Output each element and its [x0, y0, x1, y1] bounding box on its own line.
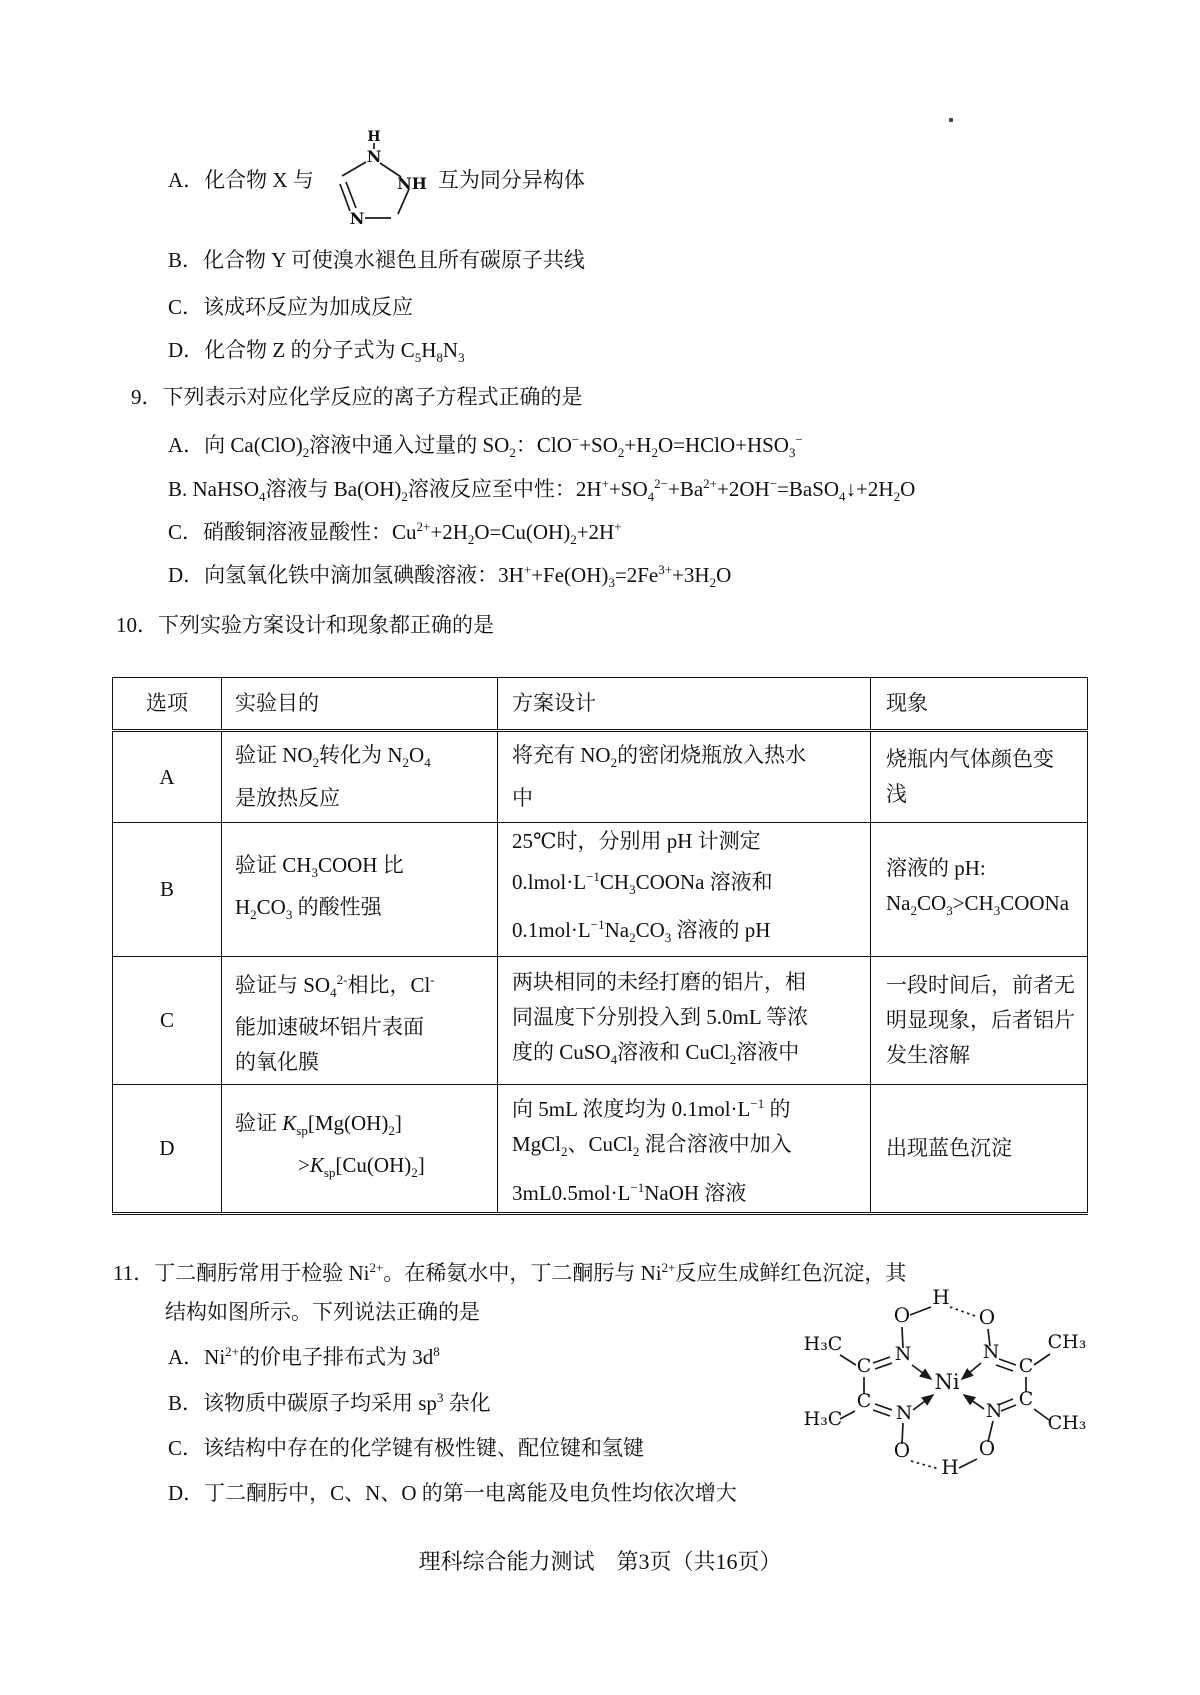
- row-a-phenomenon: 烧瓶内气体颜色变 浅: [871, 731, 1088, 823]
- row-d-phenomenon: 出现蓝色沉淀: [871, 1085, 1088, 1213]
- atom-n-top: N: [366, 147, 382, 166]
- header-phenomenon: 现象: [871, 678, 1088, 731]
- q10-stem: 10．下列实验方案设计和现象都正确的是: [116, 613, 494, 637]
- atom-nh: NH: [396, 174, 427, 193]
- row-b-design: 25℃时，分别用 pH 计测定 $0.lmol\cdot L^{-1}CH_3COONa$ 溶液和 $0.1mol\cdot L^{-1}Na_2CO_3$ 溶液的 pH: [498, 823, 871, 957]
- row-d-purpose: 验证 $K_{sp}[Mg(OH)_2]$ $>K_{sp}[Cu(OH)_2]$: [222, 1085, 498, 1213]
- atom-nickel: Ni: [934, 1370, 960, 1394]
- group-methyl-bottom-right: CH₃: [1047, 1412, 1087, 1434]
- q8-option-a-post: 互为同分异构体: [437, 168, 585, 192]
- row-c-design: 两块相同的未经打磨的铝片，相 同温度下分别投入到 5.0mL 等浓 度的 CuSO$_4$溶液和 CuCl$_2$溶液中: [498, 957, 871, 1085]
- speck-dot: [949, 118, 953, 122]
- dbond-nbr-cbr-1: [1001, 1405, 1016, 1411]
- atom-o-top-right: O: [978, 1305, 996, 1329]
- row-a-purpose: 验证 $NO_2$转化为 $N_2O_4$ 是放热反应: [222, 731, 498, 823]
- atom-n-top-right: N: [982, 1341, 1000, 1363]
- atom-n-bottom-left: N: [895, 1402, 913, 1424]
- q8-option-a-pre: A．化合物 X 与: [168, 168, 314, 192]
- group-methyl-top-right: CH₃: [1047, 1331, 1087, 1353]
- row-a-option: A: [113, 731, 222, 823]
- row-c-purpose: 验证与 $SO_4^{2-}$相比，Cl- 能加速破坏铝片表面 的氧化膜: [222, 957, 498, 1085]
- group-methyl-bottom-left: H₃C: [803, 1408, 843, 1430]
- q11-stem-line1: 11．丁二酮肟常用于检验 $Ni^{2+}$。在稀氨水中，丁二酮肟与 $Ni^{2+}$反应生成鲜红色沉淀，其: [113, 1260, 907, 1285]
- triazole-ring-structure: [316, 127, 436, 231]
- group-methyl-top-left: H₃C: [803, 1333, 843, 1355]
- atom-n-bottom-right: N: [985, 1400, 1003, 1422]
- q8-option-a: [168, 127, 585, 231]
- table-row-c: [113, 957, 1088, 1085]
- page-footer: 理科综合能力测试 第3页（共16页）: [418, 1549, 782, 1574]
- q11-option-c: C．该结构中存在的化学键有极性键、配位键和氢键: [168, 1436, 645, 1460]
- atom-h: H: [367, 129, 381, 145]
- header-design: 方案设计: [498, 678, 871, 731]
- header-purpose: 实验目的: [222, 678, 498, 731]
- q11-stem-line2: 结构如图所示。下列说法正确的是: [165, 1300, 480, 1324]
- bond-hbot-obr: [959, 1459, 977, 1468]
- atom-n-bottom: N: [349, 209, 365, 228]
- atom-c-bottom-left: C: [856, 1390, 872, 1412]
- dbond-cbl-nbl-1: [873, 1410, 890, 1416]
- q10-experiment-table: [112, 677, 1088, 1215]
- bond-c-ntop: [342, 162, 366, 176]
- dbond-ctl-ntl-1: [873, 1357, 890, 1363]
- row-c-option: C: [113, 957, 222, 1085]
- atom-o-bottom-left: O: [893, 1438, 911, 1462]
- table-row-d: [113, 1085, 1088, 1213]
- coord-nbr-ni: [964, 1395, 984, 1409]
- q9-option-d: D．向氢氧化铁中滴加氢碘酸溶液：$3H^++Fe(OH)_3=2Fe^{3+}+3H_2O$: [168, 562, 732, 591]
- dbond-ntr-ctr-2: [996, 1365, 1013, 1371]
- q8-option-b: B．化合物 Y 可使溴水褪色且所有碳原子共线: [168, 248, 585, 272]
- coord-ntl-ni: [912, 1365, 931, 1379]
- row-c-phenomenon: 一段时间后，前者无 明显现象，后者铝片 发生溶解: [871, 957, 1088, 1085]
- row-d-option: D: [113, 1085, 222, 1213]
- header-option: 选项: [113, 678, 222, 731]
- dbond-ntr-ctr-1: [999, 1359, 1016, 1365]
- row-b-phenomenon: 溶液的 pH: $Na_2CO_3>CH_3COONa$: [871, 823, 1088, 957]
- row-b-purpose: 验证 $CH_3COOH$ 比 $H_2CO_3$ 的酸性强: [222, 823, 498, 957]
- row-b-option: B: [113, 823, 222, 957]
- row-a-design: 将充有 $NO_2$的密闭烧瓶放入热水 中: [498, 731, 871, 823]
- hbond-htop-otr: [950, 1307, 978, 1317]
- atom-c-bottom-right: C: [1018, 1388, 1034, 1410]
- bond-ctr-metr: [1034, 1354, 1050, 1365]
- atom-c-top-right: C: [1018, 1355, 1034, 1377]
- q11-option-b: B．该物质中碳原子均采用 $sp^3$ 杂化: [168, 1390, 491, 1415]
- q9-option-a: A．向 $Ca(ClO)_2$溶液中通入过量的 $SO_2$：$ClO^-+SO_2+H_2O=HClO+HSO_3^-$: [168, 432, 803, 461]
- dbond-ctl-ntl-2: [875, 1363, 892, 1369]
- row-d-design: 向 5mL 浓度均为 $0.1mol\cdot L^{-1}$ 的 MgCl$_2$、CuCl$_2$ 混合溶液中加入 $3mL0.5mol\cdot L^{-1}NaOH$ 溶液: [498, 1085, 871, 1213]
- q8-option-c: C．该成环反应为加成反应: [168, 295, 414, 319]
- coord-ntr-ni: [962, 1363, 981, 1379]
- atom-n-top-left: N: [894, 1343, 912, 1365]
- coord-nbl-ni: [913, 1395, 933, 1410]
- nickel-complex-structure: [783, 1280, 1105, 1485]
- bond-otl-htop: [910, 1307, 931, 1315]
- dbond-cbl-nbl-2: [875, 1404, 892, 1410]
- table-row-b: [113, 823, 1088, 957]
- atom-o-top-left: O: [893, 1303, 911, 1327]
- atom-h-bottom: H: [941, 1455, 959, 1479]
- bond-metl-ctl: [840, 1355, 856, 1365]
- q11-option-a: A．$Ni^{2+}$的价电子排布式为 $3d^8$: [168, 1344, 440, 1369]
- q9-option-b: B. NaHSO$_4$溶液与 $Ba(OH)_2$溶液反应至中性：$2H^++SO_4^{2-}+Ba^{2+}+2OH^-=BaSO_4↓+2H_2O$: [168, 476, 916, 505]
- q9-stem: 9．下列表示对应化学反应的离子方程式正确的是: [131, 385, 583, 409]
- q8-option-d: D．化合物 Z 的分子式为 $C_5H_8N_3$: [168, 338, 465, 366]
- table-row-a: [113, 731, 1088, 823]
- hbond-obl-hbot: [911, 1461, 939, 1469]
- atom-h-top: H: [932, 1285, 950, 1309]
- atom-c-top-left: C: [856, 1355, 872, 1377]
- q11-option-d: D．丁二酮肟中，C、N、O 的第一电离能及电负性均依次增大: [168, 1481, 737, 1505]
- table-header-row: [113, 678, 1088, 731]
- q9-option-c: C．硝酸铜溶液显酸性：$Cu^{2+}+2H_2O=Cu(OH)_2+2H^+$: [168, 519, 622, 548]
- atom-o-bottom-right: O: [978, 1436, 996, 1460]
